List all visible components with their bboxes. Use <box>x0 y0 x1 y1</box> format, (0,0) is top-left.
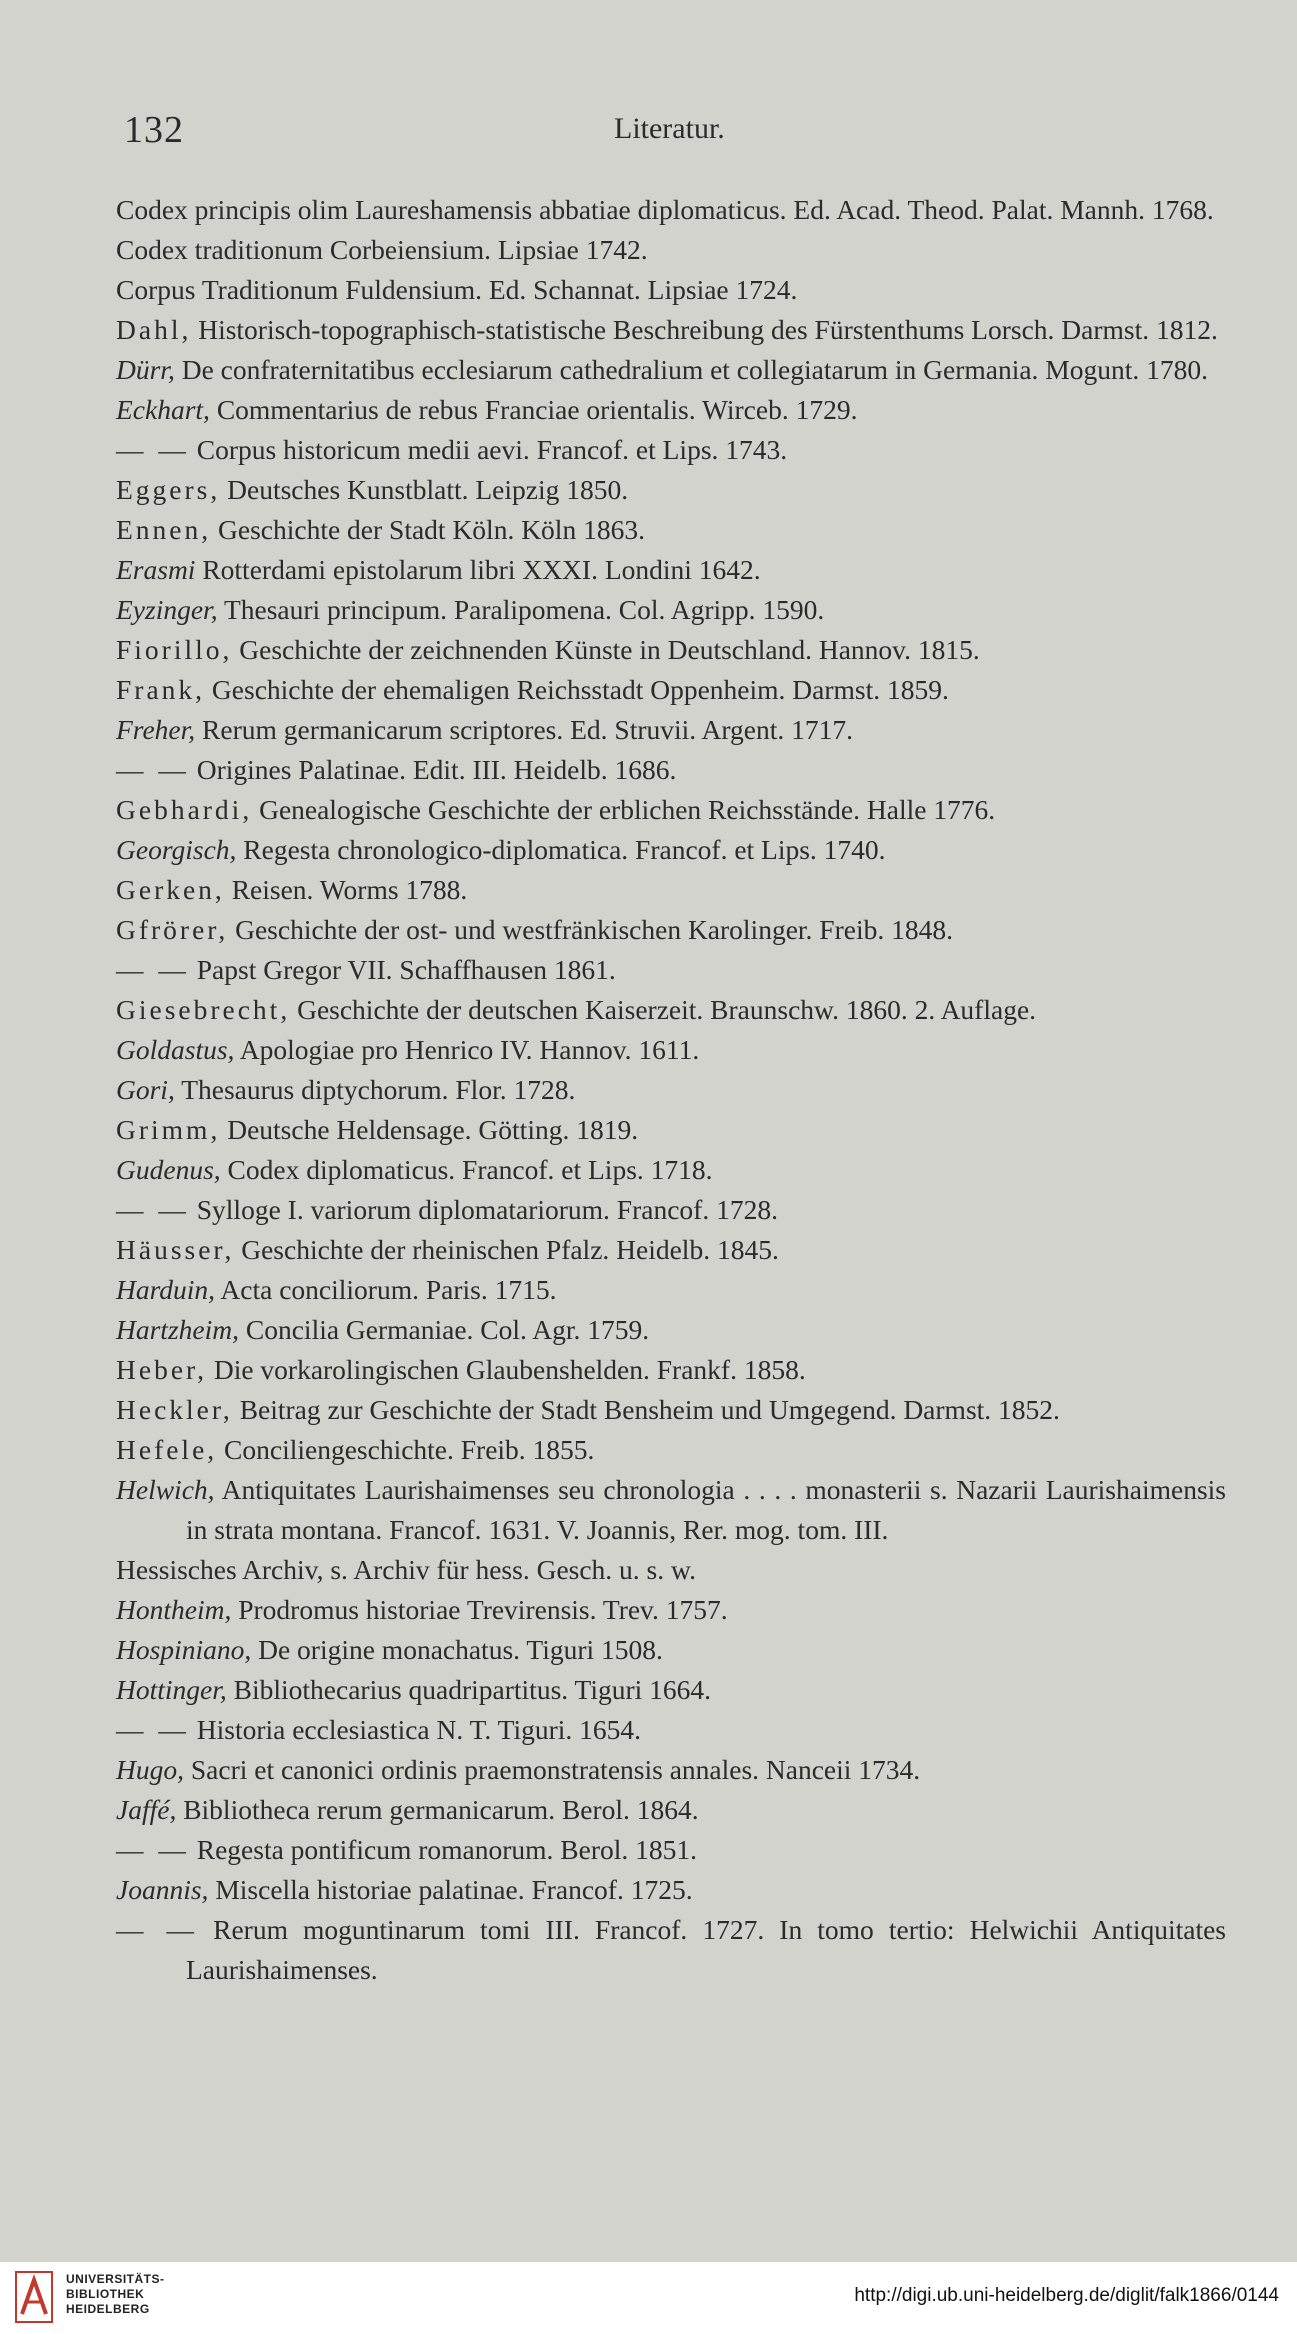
entry-text: Rerum moguntinarum tomi III. Francof. 1727. In tomo tertio: Helwichii Antiquitates Laurishaimenses. <box>186 1914 1226 1985</box>
footer-bar <box>0 2262 1297 2334</box>
entry-author: Häusser, <box>116 1234 235 1265</box>
entry-author: Gori, <box>116 1074 175 1105</box>
entry-text: Geschichte der deutschen Kaiserzeit. Braunschw. 1860. 2. Auflage. <box>290 994 1037 1025</box>
bibliography-entry <box>116 910 1226 950</box>
bibliography-entry <box>116 1550 1226 1590</box>
entry-text: Codex diplomaticus. Francof. et Lips. 1718. <box>220 1154 713 1185</box>
bibliography-entry <box>116 1190 1226 1230</box>
bibliography-entry <box>116 1350 1226 1390</box>
bibliography-entry <box>116 870 1226 910</box>
entry-text: Rotterdami epistolarum libri XXXI. Londini 1642. <box>195 554 761 585</box>
bibliography-entry <box>116 670 1226 710</box>
bibliography-entry <box>116 710 1226 750</box>
library-name-line: HEIDELBERG <box>66 2302 150 2316</box>
entry-author: Hontheim, <box>116 1594 232 1625</box>
entry-text: Corpus Traditionum Fuldensium. Ed. Schannat. Lipsiae 1724. <box>116 274 798 305</box>
bibliography-entry <box>116 390 1226 430</box>
entry-text: Die vorkarolingischen Glaubenshelden. Frankf. 1858. <box>206 1354 806 1385</box>
page-header <box>124 108 1224 158</box>
entry-author: Hartzheim, <box>116 1314 239 1345</box>
bibliography-entry <box>116 1590 1226 1630</box>
entry-author: Gerken, <box>116 874 225 905</box>
bibliography-entry <box>116 1470 1226 1550</box>
bibliography-entry <box>116 470 1226 510</box>
entry-author: — — <box>116 1194 190 1225</box>
bibliography-entry <box>116 1150 1226 1190</box>
entry-text: Geschichte der ehemaligen Reichsstadt Oppenheim. Darmst. 1859. <box>205 674 949 705</box>
bibliography-entry <box>116 750 1226 790</box>
entry-author: Georgisch, <box>116 834 237 865</box>
entry-text: Concilia Germaniae. Col. Agr. 1759. <box>239 1314 650 1345</box>
entry-author: Eyzinger, <box>116 594 218 625</box>
entry-text: Bibliothecarius quadripartitus. Tiguri 1664. <box>226 1674 712 1705</box>
entry-text: Regesta pontificum romanorum. Berol. 1851. <box>189 1834 698 1865</box>
entry-text: Beitrag zur Geschichte der Stadt Bensheim und Umgegend. Darmst. 1852. <box>232 1394 1060 1425</box>
bibliography-entry <box>116 270 1226 310</box>
entry-text: Codex traditionum Corbeiensium. Lipsiae 1742. <box>116 234 648 265</box>
bibliography-entry <box>116 230 1226 270</box>
bibliography-entry <box>116 1230 1226 1270</box>
entry-text: Sacri et canonici ordinis praemonstratensis annales. Nanceii 1734. <box>184 1754 921 1785</box>
entry-author: Eggers, <box>116 474 221 505</box>
entry-author: Dürr, <box>116 354 175 385</box>
library-name <box>66 2272 165 2317</box>
library-name-line: UNIVERSITÄTS- <box>66 2272 165 2286</box>
entry-text: Corpus historicum medii aevi. Francof. et Lips. 1743. <box>189 434 788 465</box>
bibliography-entry <box>116 1630 1226 1670</box>
entry-text: Historisch-topographisch-statistische Beschreibung des Fürstenthums Lorsch. Darmst. 1812. <box>191 314 1218 345</box>
library-logo-icon <box>14 2270 54 2324</box>
entry-text: Apologiae pro Henrico IV. Hannov. 1611. <box>234 1034 700 1065</box>
bibliography-entry <box>116 1670 1226 1710</box>
bibliography-entry <box>116 1310 1226 1350</box>
entry-text: Bibliotheca rerum germanicarum. Berol. 1864. <box>176 1794 699 1825</box>
bibliography-entry <box>116 1750 1226 1790</box>
bibliography-entry <box>116 310 1226 350</box>
entry-text: Conciliengeschichte. Freib. 1855. <box>217 1434 595 1465</box>
entry-text: Prodromus historiae Trevirensis. Trev. 1757. <box>231 1594 728 1625</box>
entry-author: Gfrörer, <box>116 914 229 945</box>
entry-text: Hessisches Archiv, s. Archiv für hess. Gesch. u. s. w. <box>116 1554 696 1585</box>
bibliography-entry <box>116 1910 1226 1990</box>
entry-author: Heber, <box>116 1354 207 1385</box>
entry-author: Heckler, <box>116 1394 233 1425</box>
entry-text: Geschichte der zeichnenden Künste in Deutschland. Hannov. 1815. <box>232 634 980 665</box>
entry-author: Hottinger, <box>116 1674 227 1705</box>
entry-text: Deutsches Kunstblatt. Leipzig 1850. <box>220 474 629 505</box>
entry-text: Historia ecclesiastica N. T. Tiguri. 1654. <box>189 1714 642 1745</box>
bibliography-entry <box>116 950 1226 990</box>
entry-author: Eckhart, <box>116 394 210 425</box>
entry-text: Origines Palatinae. Edit. III. Heidelb. 1686. <box>189 754 677 785</box>
entry-text: De confraternitatibus ecclesiarum cathedralium et collegiatarum in Germania. Mogunt. 1780. <box>174 354 1209 385</box>
source-url-link[interactable]: http://digi.ub.uni-heidelberg.de/diglit/falk1866/0144 <box>854 2285 1279 2306</box>
entry-author: — — <box>116 954 190 985</box>
bibliography-entry <box>116 1030 1226 1070</box>
entry-author: Frank, <box>116 674 206 705</box>
entry-author: Helwich, <box>116 1474 215 1505</box>
entry-author: Erasmi <box>116 554 196 585</box>
entry-text: Acta conciliorum. Paris. 1715. <box>215 1274 557 1305</box>
bibliography-entry <box>116 1830 1226 1870</box>
entry-text: Papst Gregor VII. Schaffhausen 1861. <box>189 954 616 985</box>
bibliography-entry <box>116 1790 1226 1830</box>
entry-author: Fiorillo, <box>116 634 233 665</box>
entry-text: Sylloge I. variorum diplomatariorum. Francof. 1728. <box>189 1194 778 1225</box>
entry-author: — — <box>116 1834 190 1865</box>
entry-text: Geschichte der ost- und westfränkischen Karolinger. Freib. 1848. <box>228 914 953 945</box>
bibliography-entry <box>116 1390 1226 1430</box>
entry-author: Hefele, <box>116 1434 218 1465</box>
entry-text: De origine monachatus. Tiguri 1508. <box>251 1634 663 1665</box>
entry-author: Joannis, <box>116 1874 209 1905</box>
entry-author: — — <box>116 1714 190 1745</box>
entry-text: Miscella historiae palatinae. Francof. 1725. <box>208 1874 693 1905</box>
entry-author: Hugo, <box>116 1754 184 1785</box>
bibliography-entry <box>116 430 1226 470</box>
entry-text: Regesta chronologico-diplomatica. Francof. et Lips. 1740. <box>236 834 886 865</box>
bibliography-entry <box>116 990 1226 1030</box>
entry-author: Grimm, <box>116 1114 221 1145</box>
bibliography-entry <box>116 1430 1226 1470</box>
entry-author: Gudenus, <box>116 1154 221 1185</box>
entry-author: — — <box>116 754 190 785</box>
entry-author: Freher, <box>116 714 196 745</box>
entry-author: Hospiniano, <box>116 1634 252 1665</box>
bibliography-entry <box>116 1110 1226 1150</box>
bibliography-entry <box>116 350 1226 390</box>
running-head: Literatur. <box>614 112 725 145</box>
entry-text: Deutsche Heldensage. Götting. 1819. <box>220 1114 639 1145</box>
entry-author: Jaffé, <box>116 1794 177 1825</box>
entry-text: Antiquitates Laurishaimenses seu chronologia . . . . monasterii s. Nazarii Laurishaimensis in strata montana. Francof. 1631. V. Joannis, Rer. mog. tom. III. <box>186 1474 1226 1545</box>
entry-author: Dahl, <box>116 314 192 345</box>
entry-text: Thesaurus diptychorum. Flor. 1728. <box>174 1074 576 1105</box>
bibliography-entry <box>116 510 1226 550</box>
bibliography-entry <box>116 590 1226 630</box>
entry-text: Thesauri principum. Paralipomena. Col. Agripp. 1590. <box>217 594 825 625</box>
entry-author: — — <box>116 434 190 465</box>
bibliography-entry <box>116 550 1226 590</box>
bibliography-entry <box>116 1270 1226 1310</box>
bibliography-entry <box>116 190 1226 230</box>
bibliography-entry <box>116 1870 1226 1910</box>
entry-author: Gebhardi, <box>116 794 253 825</box>
bibliography-entry <box>116 790 1226 830</box>
entry-text: Rerum germanicarum scriptores. Ed. Struvii. Argent. 1717. <box>195 714 854 745</box>
library-name-line: BIBLIOTHEK <box>66 2287 145 2301</box>
entry-author: Giesebrecht, <box>116 994 291 1025</box>
entry-text: Genealogische Geschichte der erblichen Reichsstände. Halle 1776. <box>252 794 996 825</box>
entry-text: Geschichte der Stadt Köln. Köln 1863. <box>211 514 645 545</box>
bibliography-entry <box>116 1070 1226 1110</box>
entry-text: Reisen. Worms 1788. <box>224 874 468 905</box>
entry-text: Commentarius de rebus Franciae orientalis. Wirceb. 1729. <box>209 394 858 425</box>
entry-author: Ennen, <box>116 514 212 545</box>
entry-text: Codex principis olim Laureshamensis abbatiae diplomaticus. Ed. Acad. Theod. Palat. Mannh. 1768. <box>116 194 1214 225</box>
bibliography-entry <box>116 630 1226 670</box>
entry-text: Geschichte der rheinischen Pfalz. Heidelb. 1845. <box>234 1234 779 1265</box>
entry-author: Harduin, <box>116 1274 216 1305</box>
page-number: 132 <box>124 109 184 151</box>
entry-author: Goldastus, <box>116 1034 235 1065</box>
bibliography-entry <box>116 1710 1226 1750</box>
bibliography-entry <box>116 830 1226 870</box>
entry-author: — — <box>116 1914 199 1945</box>
bibliography-list <box>116 190 1226 1990</box>
